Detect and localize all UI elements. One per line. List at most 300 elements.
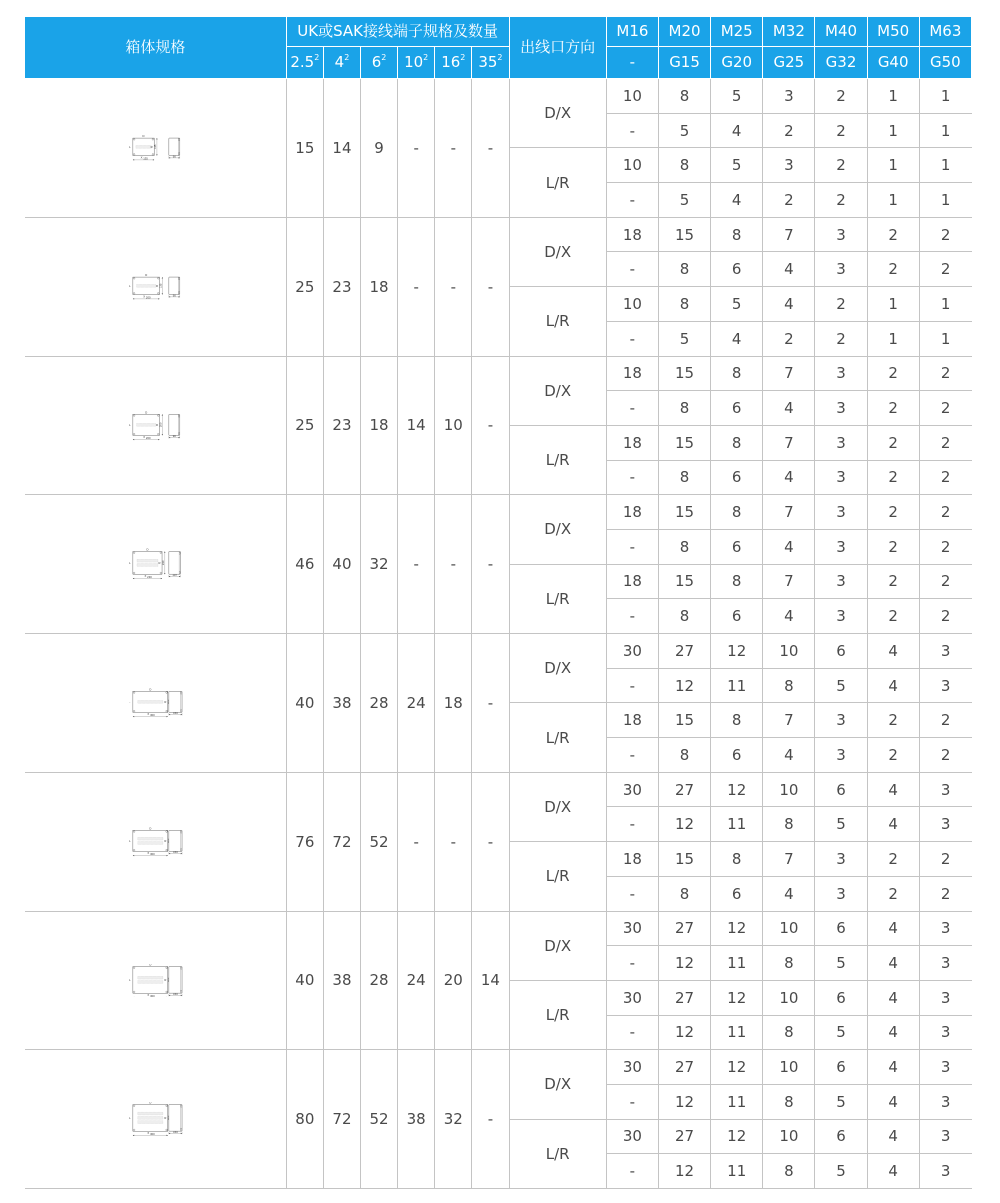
gland-count-cell: 6 — [711, 738, 763, 773]
depth-dimension: 150 — [172, 992, 178, 996]
gland-count-cell: 2 — [867, 876, 919, 911]
gland-count-cell: 3 — [815, 599, 867, 634]
gland-count-cell: 5 — [658, 321, 710, 356]
gland-count-cell: 3 — [815, 876, 867, 911]
right-side-label: R — [158, 562, 161, 566]
gland-count-cell: 1 — [919, 321, 971, 356]
terminal-size-header — [472, 47, 509, 79]
terminal-strip — [137, 837, 162, 840]
depth-dimension: 90 — [172, 155, 176, 159]
gland-count-cell: 5 — [815, 807, 867, 842]
gland-count-cell: - — [606, 807, 658, 842]
top-side-label: D — [142, 135, 145, 139]
gland-count-cell: 3 — [919, 980, 971, 1015]
gland-count-cell: 3 — [815, 738, 867, 773]
metric-thread-header: M25 — [711, 17, 763, 47]
terminal-count-cell: - — [435, 79, 472, 218]
gland-count-cell: 30 — [606, 634, 658, 669]
bottom-side-label: X — [142, 295, 145, 299]
right-side-label: R — [163, 700, 166, 704]
gland-count-cell: 12 — [711, 1050, 763, 1085]
gland-count-cell: 6 — [815, 634, 867, 669]
gland-count-cell: 6 — [815, 772, 867, 807]
gland-count-cell: 15 — [658, 842, 710, 877]
gland-count-cell: - — [606, 391, 658, 426]
outlet-direction-cell: L/R — [509, 703, 606, 772]
bottom-side-label: X — [146, 1132, 149, 1136]
gland-count-cell: 6 — [711, 876, 763, 911]
gland-count-cell: 1 — [919, 148, 971, 183]
width-dimension: 300 — [149, 714, 155, 718]
gland-count-cell: - — [606, 946, 658, 981]
gland-count-cell: 12 — [658, 1154, 710, 1189]
enclosure-drawing — [25, 825, 286, 859]
gland-count-cell: 2 — [867, 842, 919, 877]
left-side-label: L — [128, 423, 131, 427]
terminal-count-cell: 24 — [398, 911, 435, 1050]
pipe-thread-header: - — [606, 47, 658, 79]
gland-count-cell: 3 — [815, 391, 867, 426]
gland-count-cell: 8 — [658, 287, 710, 322]
terminal-strip — [135, 145, 153, 149]
gland-count-cell: 1 — [867, 113, 919, 148]
gland-count-cell: 6 — [711, 252, 763, 287]
table-header — [25, 17, 972, 79]
terminal-count-cell: 9 — [361, 79, 398, 218]
gland-count-cell: 15 — [658, 495, 710, 530]
gland-count-cell: 2 — [867, 460, 919, 495]
metric-thread-header: M20 — [658, 17, 710, 47]
terminal-strip — [137, 1117, 162, 1120]
enclosure-front-view — [132, 552, 161, 575]
gland-count-cell: - — [606, 1084, 658, 1119]
gland-count-cell: 12 — [658, 807, 710, 842]
height-dimension: 135 — [159, 283, 163, 288]
gland-count-cell: 11 — [711, 1084, 763, 1119]
gland-count-cell: 11 — [711, 807, 763, 842]
enclosure-drawing — [25, 270, 286, 304]
box-figure-cell — [25, 79, 287, 218]
gland-count-cell: 8 — [763, 807, 815, 842]
gland-count-cell: 27 — [658, 772, 710, 807]
gland-count-cell: 10 — [606, 148, 658, 183]
right-side-label: R — [163, 839, 166, 843]
gland-count-cell: 27 — [658, 911, 710, 946]
gland-count-cell: 7 — [763, 495, 815, 530]
gland-count-cell: 3 — [815, 460, 867, 495]
gland-count-cell: 8 — [763, 1015, 815, 1050]
gland-count-cell: 2 — [763, 321, 815, 356]
enclosure-drawing — [25, 686, 286, 720]
terminal-count-cell: - — [472, 217, 509, 356]
gland-count-cell: 3 — [815, 217, 867, 252]
terminal-size-value: 6 — [371, 53, 382, 71]
outlet-direction-cell: L/R — [509, 287, 606, 356]
gland-count-cell: 18 — [606, 564, 658, 599]
pipe-thread-header: G20 — [711, 47, 763, 79]
bottom-side-label: X — [146, 851, 149, 855]
terminal-count-cell: 18 — [435, 634, 472, 773]
gland-count-cell: 7 — [763, 356, 815, 391]
width-dimension: 230 — [146, 576, 152, 580]
gland-count-cell: 11 — [711, 1154, 763, 1189]
top-side-label: D — [148, 1102, 151, 1105]
gland-count-cell: 4 — [763, 599, 815, 634]
box-figure-cell — [25, 772, 287, 911]
gland-count-cell: 12 — [711, 911, 763, 946]
gland-count-cell: 10 — [763, 980, 815, 1015]
enclosure-drawing — [25, 547, 286, 581]
terminal-count-cell: 38 — [398, 1050, 435, 1189]
width-dimension: 200 — [145, 296, 151, 300]
box-figure-cell — [25, 495, 287, 634]
depth-dimension: 90 — [172, 294, 176, 298]
gland-count-cell: 4 — [763, 876, 815, 911]
enclosure-side-view — [168, 1105, 181, 1135]
enclosure-side-view — [168, 277, 179, 298]
right-side-label: R — [150, 145, 153, 149]
metric-thread-header: M40 — [815, 17, 867, 47]
gland-count-cell: 15 — [658, 564, 710, 599]
gland-count-cell: 2 — [919, 842, 971, 877]
gland-count-cell: 3 — [815, 425, 867, 460]
terminal-size-header — [323, 47, 360, 79]
table-row — [25, 634, 972, 669]
gland-count-cell: 3 — [919, 772, 971, 807]
gland-count-cell: - — [606, 460, 658, 495]
enclosure-drawing — [25, 131, 286, 165]
gland-count-cell: 4 — [711, 113, 763, 148]
right-side-label: R — [163, 1117, 166, 1121]
gland-count-cell: - — [606, 321, 658, 356]
gland-count-cell: - — [606, 113, 658, 148]
depth-dimension: 150 — [172, 850, 178, 854]
terminal-count-cell: - — [435, 772, 472, 911]
top-side-label: D — [144, 273, 147, 277]
terminal-count-cell: 18 — [361, 217, 398, 356]
gland-count-cell: 2 — [919, 564, 971, 599]
table-row — [25, 79, 972, 114]
gland-count-cell: 5 — [658, 113, 710, 148]
terminal-size-value: 10 — [404, 53, 424, 71]
pipe-thread-header: G50 — [919, 47, 971, 79]
terminal-count-cell: - — [472, 1050, 509, 1189]
gland-count-cell: 2 — [867, 703, 919, 738]
enclosure-side-view — [168, 966, 181, 996]
gland-count-cell: 6 — [711, 529, 763, 564]
table-row — [25, 495, 972, 530]
gland-count-cell: 2 — [919, 217, 971, 252]
gland-count-cell: 4 — [867, 911, 919, 946]
table-row — [25, 1050, 972, 1085]
gland-count-cell: 10 — [606, 287, 658, 322]
gland-count-cell: 7 — [763, 217, 815, 252]
terminal-count-cell: 32 — [361, 495, 398, 634]
pipe-thread-header: G15 — [658, 47, 710, 79]
outlet-direction-cell: D/X — [509, 356, 606, 425]
gland-count-cell: 8 — [763, 668, 815, 703]
gland-count-cell: 2 — [919, 391, 971, 426]
terminal-count-cell: - — [398, 79, 435, 218]
gland-count-cell: 10 — [763, 772, 815, 807]
box-figure-cell — [25, 634, 287, 773]
spec-table — [24, 16, 972, 1189]
outlet-direction-cell: D/X — [509, 495, 606, 564]
gland-count-cell: 4 — [867, 1050, 919, 1085]
gland-count-cell: 10 — [763, 1119, 815, 1154]
gland-count-cell: 2 — [763, 113, 815, 148]
gland-count-cell: 3 — [919, 1050, 971, 1085]
gland-count-cell: 27 — [658, 634, 710, 669]
gland-count-cell: 2 — [919, 876, 971, 911]
gland-count-cell: 12 — [711, 634, 763, 669]
terminal-count-cell: - — [472, 634, 509, 773]
gland-count-cell: 2 — [919, 252, 971, 287]
gland-count-cell: 2 — [919, 703, 971, 738]
gland-count-cell: 15 — [658, 217, 710, 252]
gland-count-cell: 2 — [815, 79, 867, 114]
box-figure-cell — [25, 1050, 287, 1189]
gland-count-cell: 2 — [867, 529, 919, 564]
gland-count-cell: 18 — [606, 356, 658, 391]
outlet-direction-cell: D/X — [509, 217, 606, 286]
terminal-count-cell: - — [398, 495, 435, 634]
gland-count-cell: 2 — [867, 217, 919, 252]
gland-count-cell: 2 — [867, 495, 919, 530]
terminal-strip — [136, 560, 157, 563]
left-side-label: L — [128, 562, 131, 566]
gland-count-cell: - — [606, 668, 658, 703]
terminal-count-cell: 40 — [323, 495, 360, 634]
gland-count-cell: - — [606, 1154, 658, 1189]
gland-count-cell: 15 — [658, 425, 710, 460]
gland-count-cell: 30 — [606, 911, 658, 946]
terminal-count-cell: - — [398, 772, 435, 911]
enclosure-drawing — [25, 1102, 286, 1136]
enclosure-side-view — [168, 414, 179, 435]
terminal-strip — [137, 700, 162, 703]
gland-count-cell: - — [606, 183, 658, 218]
terminal-count-cell: - — [472, 495, 509, 634]
gland-count-cell: 3 — [919, 1119, 971, 1154]
terminal-size-exponent: 2 — [497, 53, 503, 62]
gland-count-cell: 2 — [815, 321, 867, 356]
enclosure-front-view — [132, 963, 167, 993]
terminal-count-cell: - — [435, 217, 472, 356]
top-side-label: D — [148, 963, 151, 967]
gland-count-cell: 2 — [919, 599, 971, 634]
terminal-strip — [136, 564, 157, 567]
gland-count-cell: 5 — [815, 668, 867, 703]
left-side-label: L — [128, 978, 131, 982]
terminal-count-cell: - — [398, 217, 435, 356]
terminal-count-cell: 25 — [286, 217, 323, 356]
gland-count-cell: 3 — [815, 703, 867, 738]
gland-count-cell: 15 — [658, 703, 710, 738]
metric-thread-header: M16 — [606, 17, 658, 47]
gland-count-cell: 6 — [711, 460, 763, 495]
gland-count-cell: 2 — [919, 356, 971, 391]
terminal-count-cell: 40 — [286, 911, 323, 1050]
gland-count-cell: 8 — [711, 356, 763, 391]
terminal-count-cell: 23 — [323, 356, 360, 495]
terminal-count-cell: 14 — [472, 911, 509, 1050]
gland-count-cell: 8 — [658, 391, 710, 426]
enclosure-side-view — [168, 830, 181, 851]
depth-dimension: 107 — [171, 574, 177, 578]
gland-count-cell: 8 — [711, 425, 763, 460]
terminal-strip — [136, 423, 155, 426]
terminal-size-exponent: 2 — [314, 53, 320, 62]
terminal-count-cell: 40 — [286, 634, 323, 773]
top-side-label: D — [144, 410, 147, 414]
gland-count-cell: 3 — [763, 148, 815, 183]
gland-count-cell: 30 — [606, 1119, 658, 1154]
bottom-side-label: X — [146, 993, 149, 997]
gland-count-cell: - — [606, 876, 658, 911]
gland-count-cell: 7 — [763, 564, 815, 599]
gland-count-cell: 8 — [763, 1154, 815, 1189]
gland-count-cell: 4 — [867, 980, 919, 1015]
box-spec-header: 箱体规格 — [25, 17, 287, 79]
gland-count-cell: 12 — [711, 980, 763, 1015]
gland-count-cell: 3 — [815, 564, 867, 599]
gland-count-cell: 3 — [919, 1015, 971, 1050]
gland-count-cell: 4 — [867, 1084, 919, 1119]
gland-count-cell: 4 — [763, 391, 815, 426]
left-side-label: L — [128, 284, 131, 288]
metric-thread-header: M50 — [867, 17, 919, 47]
gland-count-cell: 8 — [658, 599, 710, 634]
gland-count-cell: 6 — [815, 980, 867, 1015]
gland-count-cell: 4 — [711, 183, 763, 218]
terminal-count-cell: 32 — [435, 1050, 472, 1189]
gland-count-cell: 2 — [815, 183, 867, 218]
terminal-strip — [137, 976, 162, 979]
table-row — [25, 772, 972, 807]
terminal-strip — [137, 1112, 162, 1115]
width-dimension: 300 — [149, 994, 155, 998]
width-dimension: 300 — [149, 852, 155, 856]
top-side-label: D — [148, 688, 151, 692]
gland-count-cell: 1 — [919, 113, 971, 148]
outlet-direction-cell: L/R — [509, 1119, 606, 1188]
outlet-direction-cell: L/R — [509, 425, 606, 494]
gland-count-cell: 11 — [711, 668, 763, 703]
gland-count-cell: 3 — [763, 79, 815, 114]
outlet-direction-cell: D/X — [509, 79, 606, 148]
bottom-side-label: X — [146, 713, 149, 717]
gland-count-cell: 4 — [867, 807, 919, 842]
gland-count-cell: 12 — [658, 668, 710, 703]
gland-count-cell: 1 — [867, 183, 919, 218]
gland-count-cell: 1 — [867, 321, 919, 356]
gland-count-cell: 2 — [867, 356, 919, 391]
gland-count-cell: 7 — [763, 842, 815, 877]
terminal-count-cell: 72 — [323, 772, 360, 911]
gland-count-cell: 4 — [867, 668, 919, 703]
gland-count-cell: 2 — [763, 183, 815, 218]
gland-count-cell: 4 — [867, 634, 919, 669]
gland-count-cell: 3 — [919, 634, 971, 669]
enclosure-drawing — [25, 964, 286, 998]
gland-count-cell: 4 — [763, 287, 815, 322]
header-row-1 — [25, 17, 972, 47]
gland-count-cell: 10 — [763, 911, 815, 946]
gland-count-cell: - — [606, 252, 658, 287]
gland-count-cell: 8 — [711, 842, 763, 877]
gland-count-cell: 12 — [711, 772, 763, 807]
terminal-size-exponent: 2 — [460, 53, 466, 62]
gland-count-cell: 2 — [815, 287, 867, 322]
gland-count-cell: 3 — [919, 807, 971, 842]
terminal-size-header — [361, 47, 398, 79]
left-side-label: L — [128, 839, 131, 843]
gland-count-cell: 15 — [658, 356, 710, 391]
gland-count-cell: 1 — [919, 79, 971, 114]
gland-count-cell: 4 — [867, 1119, 919, 1154]
gland-count-cell: 8 — [658, 252, 710, 287]
left-side-label: L — [128, 145, 131, 149]
gland-count-cell: 2 — [919, 738, 971, 773]
depth-dimension: 150 — [172, 1131, 178, 1135]
terminal-count-cell: 15 — [286, 79, 323, 218]
gland-count-cell: 18 — [606, 495, 658, 530]
top-side-label: D — [148, 827, 151, 831]
gland-count-cell: 8 — [711, 217, 763, 252]
table-row — [25, 217, 972, 252]
outlet-direction-cell: D/X — [509, 634, 606, 703]
gland-count-cell: 12 — [658, 946, 710, 981]
gland-count-cell: 1 — [867, 287, 919, 322]
box-figure-cell — [25, 217, 287, 356]
outlet-direction-header: 出线口方向 — [509, 17, 606, 79]
terminal-count-cell: - — [435, 495, 472, 634]
gland-count-cell: 3 — [919, 1154, 971, 1189]
gland-count-cell: 11 — [711, 1015, 763, 1050]
gland-count-cell: 6 — [815, 1050, 867, 1085]
gland-count-cell: 5 — [815, 946, 867, 981]
pipe-thread-header: G40 — [867, 47, 919, 79]
gland-count-cell: 12 — [658, 1084, 710, 1119]
gland-count-cell: 10 — [763, 634, 815, 669]
gland-count-cell: 4 — [711, 321, 763, 356]
table-row — [25, 911, 972, 946]
terminal-count-cell: 76 — [286, 772, 323, 911]
gland-count-cell: 4 — [867, 946, 919, 981]
gland-count-cell: 3 — [919, 668, 971, 703]
terminal-count-cell: 14 — [323, 79, 360, 218]
terminal-count-cell: 18 — [361, 356, 398, 495]
gland-count-cell: 4 — [867, 772, 919, 807]
terminal-size-header — [398, 47, 435, 79]
terminal-size-value: 4 — [334, 53, 345, 71]
table-row — [25, 356, 972, 391]
gland-count-cell: 30 — [606, 1050, 658, 1085]
terminal-count-cell: 80 — [286, 1050, 323, 1189]
terminal-count-cell: 52 — [361, 1050, 398, 1189]
height-dimension: 135 — [153, 144, 157, 150]
gland-count-cell: 27 — [658, 980, 710, 1015]
gland-count-cell: 18 — [606, 217, 658, 252]
gland-count-cell: 3 — [815, 842, 867, 877]
enclosure-side-view — [168, 138, 179, 159]
gland-count-cell: 18 — [606, 425, 658, 460]
gland-count-cell: - — [606, 738, 658, 773]
gland-count-cell: 12 — [711, 1119, 763, 1154]
gland-count-cell: 1 — [919, 183, 971, 218]
terminal-size-exponent: 2 — [381, 53, 387, 62]
